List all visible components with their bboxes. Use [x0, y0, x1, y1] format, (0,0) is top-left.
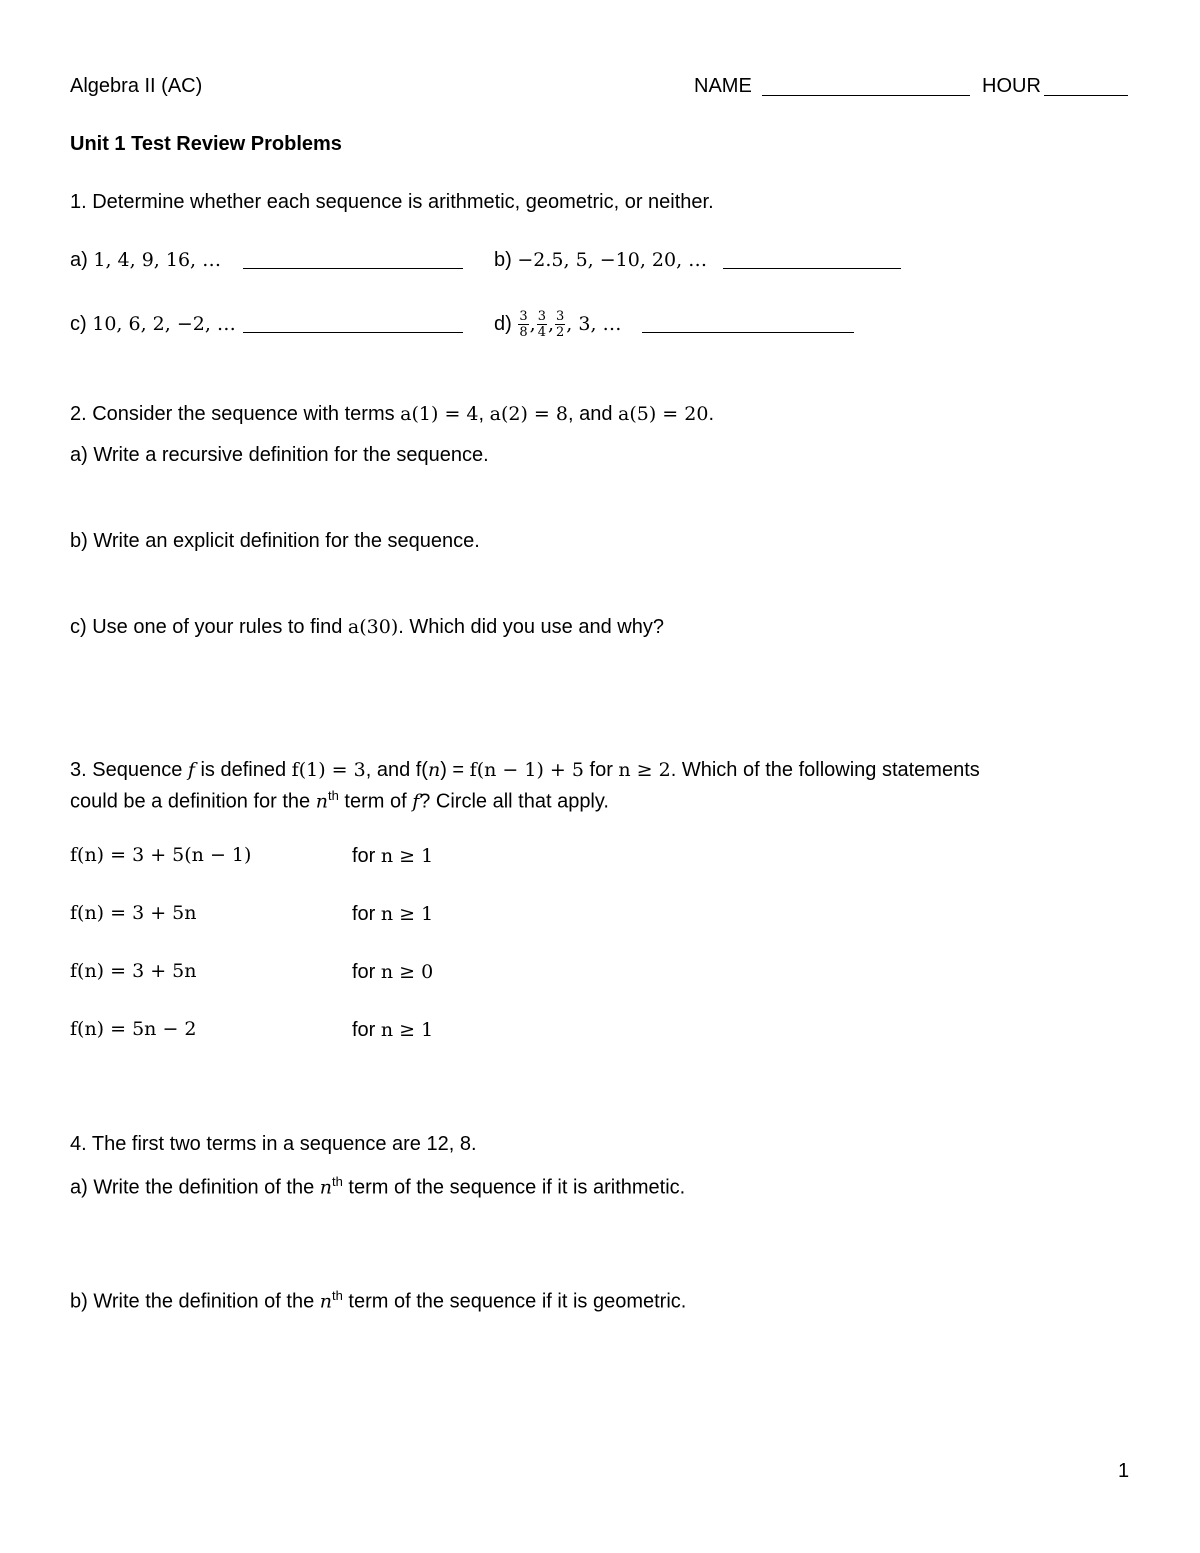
q1c	[70, 314, 236, 334]
q4b-prompt: b) Write the definition of the $n^{th}$ term of the sequence if it is geometric.	[70, 1288, 687, 1313]
q1b	[494, 250, 707, 270]
q1d-answer-blank[interactable]	[642, 332, 854, 333]
name-label: NAME	[694, 75, 752, 97]
q2-prompt: 2. Consider the sequence with terms a(1) = 4, a(2) = 8, and a(5) = 20.	[70, 403, 715, 425]
q1a	[70, 250, 221, 270]
q1c-answer-blank[interactable]	[243, 332, 463, 333]
q2-term-2: a(2) = 8	[489, 403, 568, 425]
q1d-fraction-3: $\frac{3}{2}$	[556, 309, 565, 341]
q1a-label: a)	[70, 249, 88, 271]
q1d-tail: , 3, …	[566, 313, 622, 335]
q1d-label: d)	[494, 313, 512, 335]
page-number: 1	[1118, 1460, 1130, 1482]
q3-option-1-condition: for n ≥ 1	[352, 845, 434, 867]
q3-prompt-line1: 3. Sequence f is defined f(1) = 3, and f(n) = f(n − 1) + 5 for n ≥ 2. Which of the following statements	[70, 759, 980, 781]
q1b-sequence: −2.5, 5, −10, 20, …	[517, 249, 708, 271]
q3-option-3[interactable]: f(n) = 3 + 5n	[70, 960, 197, 982]
page-title: Unit 1 Test Review Problems	[70, 133, 342, 155]
q1c-sequence: 10, 6, 2, −2, …	[92, 313, 236, 335]
q3-option-2[interactable]: f(n) = 3 + 5n	[70, 902, 197, 924]
hour-label: HOUR	[982, 75, 1041, 97]
q1b-answer-blank[interactable]	[723, 268, 901, 269]
q1a-answer-blank[interactable]	[243, 268, 463, 269]
q3-option-2-condition: for n ≥ 1	[352, 903, 434, 925]
q1b-label: b)	[494, 249, 512, 271]
q3-option-4[interactable]: f(n) = 5n − 2	[70, 1018, 197, 1040]
q1-prompt: 1. Determine whether each sequence is arithmetic, geometric, or neither.	[70, 191, 714, 213]
q2-term-1: a(1) = 4	[400, 403, 479, 425]
name-field[interactable]	[762, 95, 970, 96]
q2-term-5: a(5) = 20	[618, 403, 709, 425]
q3-option-4-condition: for n ≥ 1	[352, 1019, 434, 1041]
q1c-label: c)	[70, 313, 87, 335]
q1d: d) $\frac{3}{8}$ , $\frac{3}{4}$ , $\frac{3}{2}$ , 3, …	[494, 309, 622, 341]
q2c-prompt: c) Use one of your rules to find a(30). Which did you use and why?	[70, 616, 664, 638]
course-title: Algebra II (AC)	[70, 75, 203, 97]
q1d-fraction-2: $\frac{3}{4}$	[537, 309, 546, 341]
q2a-prompt: a) Write a recursive definition for the sequence.	[70, 444, 489, 466]
q1d-fraction-1: $\frac{3}{8}$	[519, 309, 528, 341]
q4a-prompt: a) Write the definition of the $n^{th}$ term of the sequence if it is arithmetic.	[70, 1174, 686, 1199]
q2c-math: a(30)	[347, 616, 399, 638]
hour-field[interactable]	[1044, 95, 1128, 96]
q4-prompt: 4. The first two terms in a sequence are 12, 8.	[70, 1133, 477, 1155]
q3-option-1[interactable]: f(n) = 3 + 5(n − 1)	[70, 844, 252, 866]
q1a-sequence: 1, 4, 9, 16, …	[93, 249, 222, 271]
q3-option-3-condition: for n ≥ 0	[352, 961, 434, 983]
q3-prompt-line2: could be a definition for the $n^{th}$ term of f? Circle all that apply.	[70, 788, 609, 813]
q2b-prompt: b) Write an explicit definition for the sequence.	[70, 530, 480, 552]
